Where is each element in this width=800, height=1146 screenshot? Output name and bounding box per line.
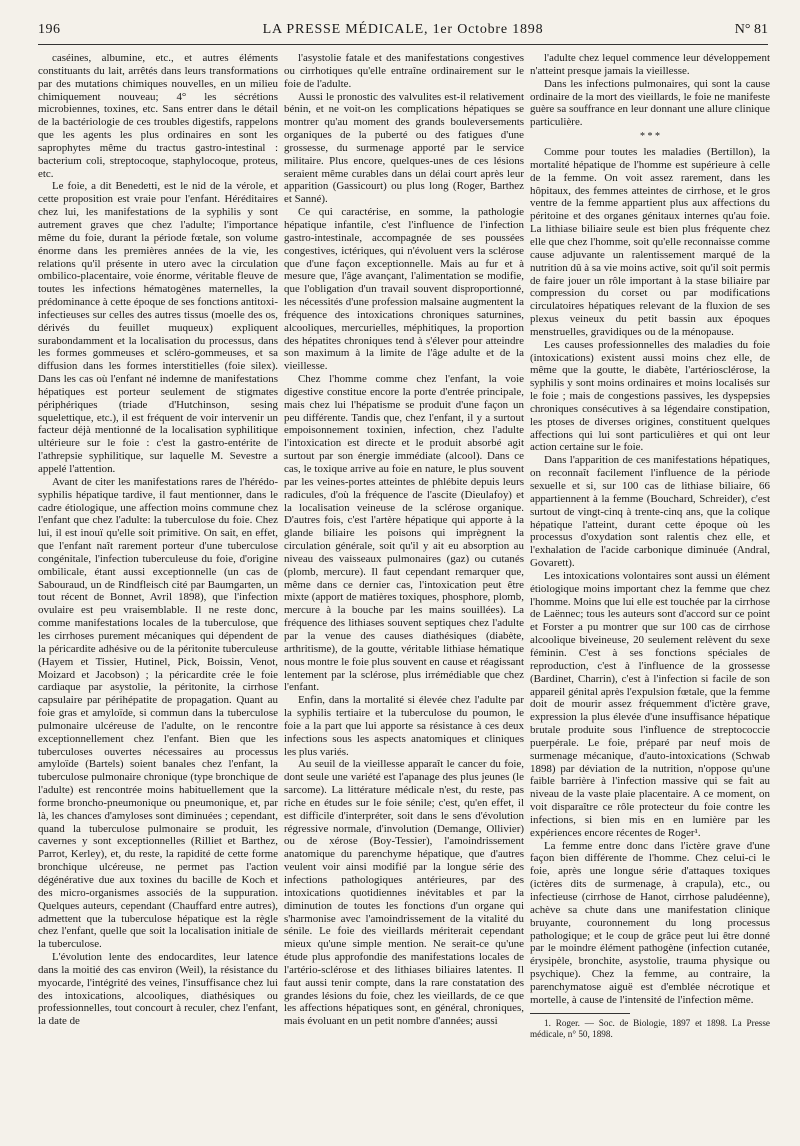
paragraph: Les causes professionnelles des maladies du foie (intoxications) existent aussi moins chez elle, de même que la goutte, le diabète, l'artériosclérose, la syphilis y sont moins ordinaires et moins localisés sur le foie ; mais de congestions passives, les dyspepsies chroniques consécutives à sa légendaire constipation, les ptoses de diverses origines, constituent quelques affections qui lui sont particulières et qui ont leur action certaine sur le foie. bbox=[530, 338, 770, 454]
header-rule bbox=[38, 44, 768, 45]
paragraph: Au seuil de la vieillesse apparaît le cancer du foie, dont seule une variété est l'apanage des plus jeunes (le sarcome). La littérature médicale n'est, du reste, pas riche en études sur le foie sénile; c'est, qu'en effet, il est difficile d'interpréter, soit dans le sens d'évolution régressive normale, d'involution (Demange, Ollivier) ou de xérose (Boy-Tessier), l'amoindrissement anatomique du parenchyme hépatique, que d'autres veulent voir ainsi modifié par la longue série des infections pathologiques antérieures, par des intoxications quotidiennes inévitables et par la diminution de toutes les fonctions d'un organe qui s'harmonise avec l'amoindrissement de la vitalité du sénile. Le foie des vieillards mériterait cependant mieux qu'une simple mention. Ne serait-ce qu'une étude plus approfondie des manifestations locales de l'artério-sclérose et des lithiases biliaires latentes. Il faut aussi tenir compte, dans la rare constatation des grandes lésions du foie, chez les vieillards, de ce que les affections hépatiques sont, en général, chroniques, mais évoluant en un petit nombre d'années; aussi bbox=[284, 758, 524, 1028]
issue-number: N° 81 bbox=[734, 22, 768, 37]
footnote-rule bbox=[530, 1013, 630, 1014]
paragraph: Comme pour toutes les maladies (Bertillon), la mortalité hépatique de l'homme est supérieure à celle de la femme. On voit assez rarement, dans les hôpitaux, des femmes atteintes de cirrhose, et le gros ventre de la femme appartient plus aux affections du péritoine et des organes génitaux internes qu'au foie. La lithiase biliaire seule est bien plus fréquente chez elle que chez l'homme, soit qu'elle reconnaisse comme cause adjuvante un ralentissement marqué de la nutrition dû à sa vie moins active, soit qu'il soit permis de faire jouer un rôle important à la stase biliaire par compression du corset ou par modifications circulatoires hépatiques relevant de la fluxion de ses plexus veineux du petit bassin aux époques menstruelles, gravidiques ou de la ménopause. bbox=[530, 146, 770, 338]
paragraph: Les intoxications volontaires sont aussi un élément étiologique moins important chez la femme que chez l'homme. Moins que lui elle est touchée par la cirrhose de Laënnec; tous les auteurs sont d'accord sur ce point et Forster a pu montrer que sur 100 cas de cirrhose alcoolique biveineuse, 20 seulement relèvent du sexe féminin. C'est à ses fonctions spéciales de reproduction, c'est à l'influence de la grossesse (Bardinet, Charrin), c'est à l'infection si facile de son appareil génital après l'expulsion fœtale, que la femme doit de mourir assez fréquemment d'ictère grave, expression la plus élevée d'une insuffisance hépatique brutale produite sous l'influence de streptococcie puerpérale. Le foie, préparé par neuf mois de surmenage mécanique, d'auto-intoxications (Schwab 1898) par déviation de la nutrition, n'oppose qu'une faible barrière à l'infection massive qui se fait au niveau de la vaste plaie placentaire. A ce moment, on voit disparaître ce rôle protecteur du foie contre les infections, si bien mis en en lumière par les expériences encore récentes de Roger¹. bbox=[530, 569, 770, 839]
paragraph: l'asystolie fatale et des manifestations congestives ou cirrhotiques qu'elle entraîne ordinairement sur le foie de l'adulte. bbox=[284, 52, 524, 90]
paragraph: Avant de citer les manifestations rares de l'hérédo-syphilis hépatique tardive, il faut mentionner, dans le cadre étiologique, une affection moins commune chez l'enfant que chez l'adulte: la tuberculose du foie. Chez lui, il est inouï qu'elle soit primitive. On sait, en effet, que l'enfant naît rarement porteur d'une tuberculose congénitale, l'infection tuberculeuse du foie, d'origine ombilicale, étant aussi exceptionnelle (un cas de Sabouraud, un de Rindfleisch cité par Baumgarten, un tout récent de Bonnet, Avril 1898), que l'infection ovulaire est peu vraisemblable. Il ne reste donc, comme manifestations locales de la tuberculose, que les cirrhoses purement mécaniques qui dépendent de la péricardite adhésive ou de la péritonite tuberculeuse (Hayem et Tissier, Hutinel, Pick, Boissin, Venot, Moizard et Jacobson) ; la péricardite crée le foie cardiaque par asystolie, la péritonite, la cirrhose capsulaire par périhépatite de propagation. Quant au foie gras et amyloïde, si commun dans la tuberculose pulmonaire ulcéreuse de l'adulte, on le rencontre exceptionnellement chez l'enfant. Bien que les tuberculoses ouvertes nécessaires au processus amyloïde (Bartels) soient banales chez l'enfant, la tuberculose pulmonaire chronique (type bronchique de l'adulte) est rencontrée moins habituellement que la forme broncho-pneumonique ou pneumonique, et, par là, les chances d'amyloses sont diminuées ; cependant, quand la tuberculose pulmonaire se produit, les cavernes y sont exceptionnelles (Rilliet et Barthez, Parrot, Kerley), et, du reste, la rapidité de cette forme bronchique ulcéreuse, ne permet pas l'action dégénérative due aux toxines du bacille de Koch et des micro-organismes associés de la suppuration. Quelques auteurs, cependant (Chauffard entre autres), admettent que la tuberculose hépatique est la règle chez l'enfant, quelle que soit la localisation initiale de la tuberculose. bbox=[38, 475, 278, 951]
paragraph: Chez l'homme comme chez l'enfant, la voie digestive constitue encore la porte d'entrée principale, mais chez lui l'hépatisme se produit d'une façon un peu différente. Tandis que, chez l'enfant, il y a surtout empoisonnement toxinien, infection, chez l'adulte l'intoxication est directe et le produit absorbé agit surtout par son énergie immédiate (alcool). Dans ce cas, le toxique arrive au foie en nature, le plus souvent par les veines-portes atteintes de phlébite depuis leurs radicules, d'où la fréquence de l'ascite (Dieulafoy) et la localisation veineuse de la sclérose organique. D'autres fois, c'est l'artère hépatique qui apporte à la glande biliaire les poisons qui imprègnent la circulation générale, soit qu'il y ait eu absorption au niveau des vaisseaux pulmonaires (gaz) ou cutanés (plomb, mercure). Il faut cependant remarquer que, même dans ce dernier cas, l'intoxication peut être mixte (apport de matières toxiques, phosphore, plomb, mercure à la bouche par les mains souillées). La fréquence des lithiases souvent septiques chez l'adulte par la venue des causes diathésiques (diabète, arthritisme), de la goutte, véritable lithiase hématique nous montre le foie plus souvent en cause et réagissant lentement par la sclérose, plus irrémédiable que chez l'enfant. bbox=[284, 373, 524, 694]
paragraph: Aussi le pronostic des valvulites est-il relativement bénin, et ne voit-on les complications hépatiques se montrer qu'au moment des grands bouleversements organiques de la puberté ou des fatigues d'une grossesse, du surmenage apporté par le service militaire. Plus encore, quelques-unes de ces lésions seraient même curables dans un délai court après leur apparition (Gassicourt) ou plus long (Roger, Barthez et Sanné). bbox=[284, 90, 524, 206]
paragraph: l'adulte chez lequel commence leur développement n'atteint presque jamais la vieillesse. bbox=[530, 52, 770, 77]
journal-title: LA PRESSE MÉDICALE, 1er Octobre 1898 bbox=[262, 22, 544, 37]
paragraph: Le foie, a dit Benedetti, est le nid de la vérole, et cette proposition est vraie pour l'enfant. Héréditaires chez lui, les manifestations de la syphilis y sont autrement graves que chez l'adulte; l'importance même du foie, durant la période fœtale, son volume énorme dans les premières années de la vie, les relations qu'il présente in utero avec la circulation ombilico-placentaire, voie énorme, véritable fleuve de toutes les infections hématogènes maternelles, la prédominance à cette époque de ses fonctions antitoxi-infectieuses sur celles des autres tissus (moelle des os, dérivés du feuillet muqueux) expliquent surabondamment et la localisation du processus, dans les formes gommeuses et scléro-gommeuses, et sa diffusion dans les formes interstitielles (foie silex). Dans les cas où l'enfant né indemne de manifestations hépatiques est porteur seulement de stigmates périphériques (triade d'Hutchinson, sesing squelettique, etc.), il est fréquent de voir intervenir un facteur déjà mentionné de la localisation syphilitique ultérieure sur le foie : c'est la gastro-entérite de l'athrepsie syphilitique, sur laquelle M. Sevestre a appelé l'attention. bbox=[38, 180, 278, 475]
paragraph: Dans l'apparition de ces manifestations hépatiques, on reconnaît facilement l'influence de la période sexuelle et si, sur 100 cas de lithiase biliaire, 66 appartiennent à la femme (Bouchard, Schreider), c'est surtout de vingt-cinq à trente-cinq ans, que la colique hépatique l'atteint, durant cette époque où les processus d'oxydation sont ralentis chez elle, et l'exhalation de l'acide carbonique diminuée (Andral, Govarett). bbox=[530, 454, 770, 570]
paragraph: caséines, albumine, etc., et autres éléments constituants du lait, arrêtés dans leurs transformations par des mutations chimiques nouvelles, en un milieu chimiquement nouveau; 4° les sécrétions microbiennes, toxines, etc. Sans entrer dans le détail de la bactériologie de ces troubles digestifs, rappelons que les agents les plus ordinaires en sont les saprophytes même du tractus gastro-intestinal : bacterium coli, streptocoque, staphylocoque, proteus, etc. bbox=[38, 52, 278, 180]
paragraph: Ce qui caractérise, en somme, la pathologie hépatique infantile, c'est l'influence de l'infection gastro-intestinale, accompagnée de ses poussées congestives, ictériques, qui n'évoluent vers la sclérose que d'une façon exceptionnelle. Mais au fur et à mesure que, l'âge avançant, l'alimentation se modifie, que l'obligation d'un travail souvent disproportionné, les nécessités d'une profession malsaine augmentent la fréquence des intoxications chroniques saturnines, alcooliques, mercurielles, méphitiques, la proportion des hépatites chroniques tend à s'élever pour atteindre son maximum à la limite de l'âge adulte et de la vieillesse. bbox=[284, 206, 524, 373]
page-number: 196 bbox=[38, 22, 61, 37]
column-1 bbox=[38, 52, 278, 1028]
page-header bbox=[38, 18, 768, 40]
paragraph: Enfin, dans la mortalité si élevée chez l'adulte par la syphilis tertiaire et la tuberculose du poumon, le foie a la part que lui apporte sa résistance à ces deux infections sous les aspects anatomiques et cliniques les plus variés. bbox=[284, 694, 524, 758]
section-separator: * * * bbox=[640, 131, 660, 143]
column-2 bbox=[284, 52, 524, 1028]
footnote: 1. Roger. — Soc. de Biologie, 1897 et 1898. La Presse médicale, n° 50, 1898. bbox=[530, 1017, 770, 1039]
paragraph: Dans les infections pulmonaires, qui sont la cause ordinaire de la mort des vieillards, le foie ne manifeste guère sa souffrance en leur donnant une allure clinique particulière. bbox=[530, 77, 770, 129]
column-3 bbox=[530, 52, 770, 1040]
paragraph: L'évolution lente des endocardites, leur latence dans la moitié des cas environ (Weil), la résistance du myocarde, l'intégrité des veines, l'insuffisance chez lui des intoxications, alcooliques, diathésiques ou professionnelles, tout concourt à reculer, chez l'enfant, la date de bbox=[38, 951, 278, 1028]
paragraph: La femme entre donc dans l'ictère grave d'une façon bien différente de l'homme. Chez celui-ci le foie, après une longue série d'attaques toxiques (ictères dits de surmenage, à crapula), etc., ou infectieuse (cirrhose de Hanot, cirrhose paludéenne), achève sa chute dans une manifestation clinique bruyante, couronnement du long processus pathologique; et le coup de grâce peut lui être donné par le moindre élément pathogène (infection cutanée, érysipèle, bronchite, asystolie, trauma physique ou psychique). Chez la femme, au contraire, la parenchymatose aiguë est d'emblée nécrotique et mortelle, à cause de l'intensité de l'infection même. bbox=[530, 839, 770, 1006]
